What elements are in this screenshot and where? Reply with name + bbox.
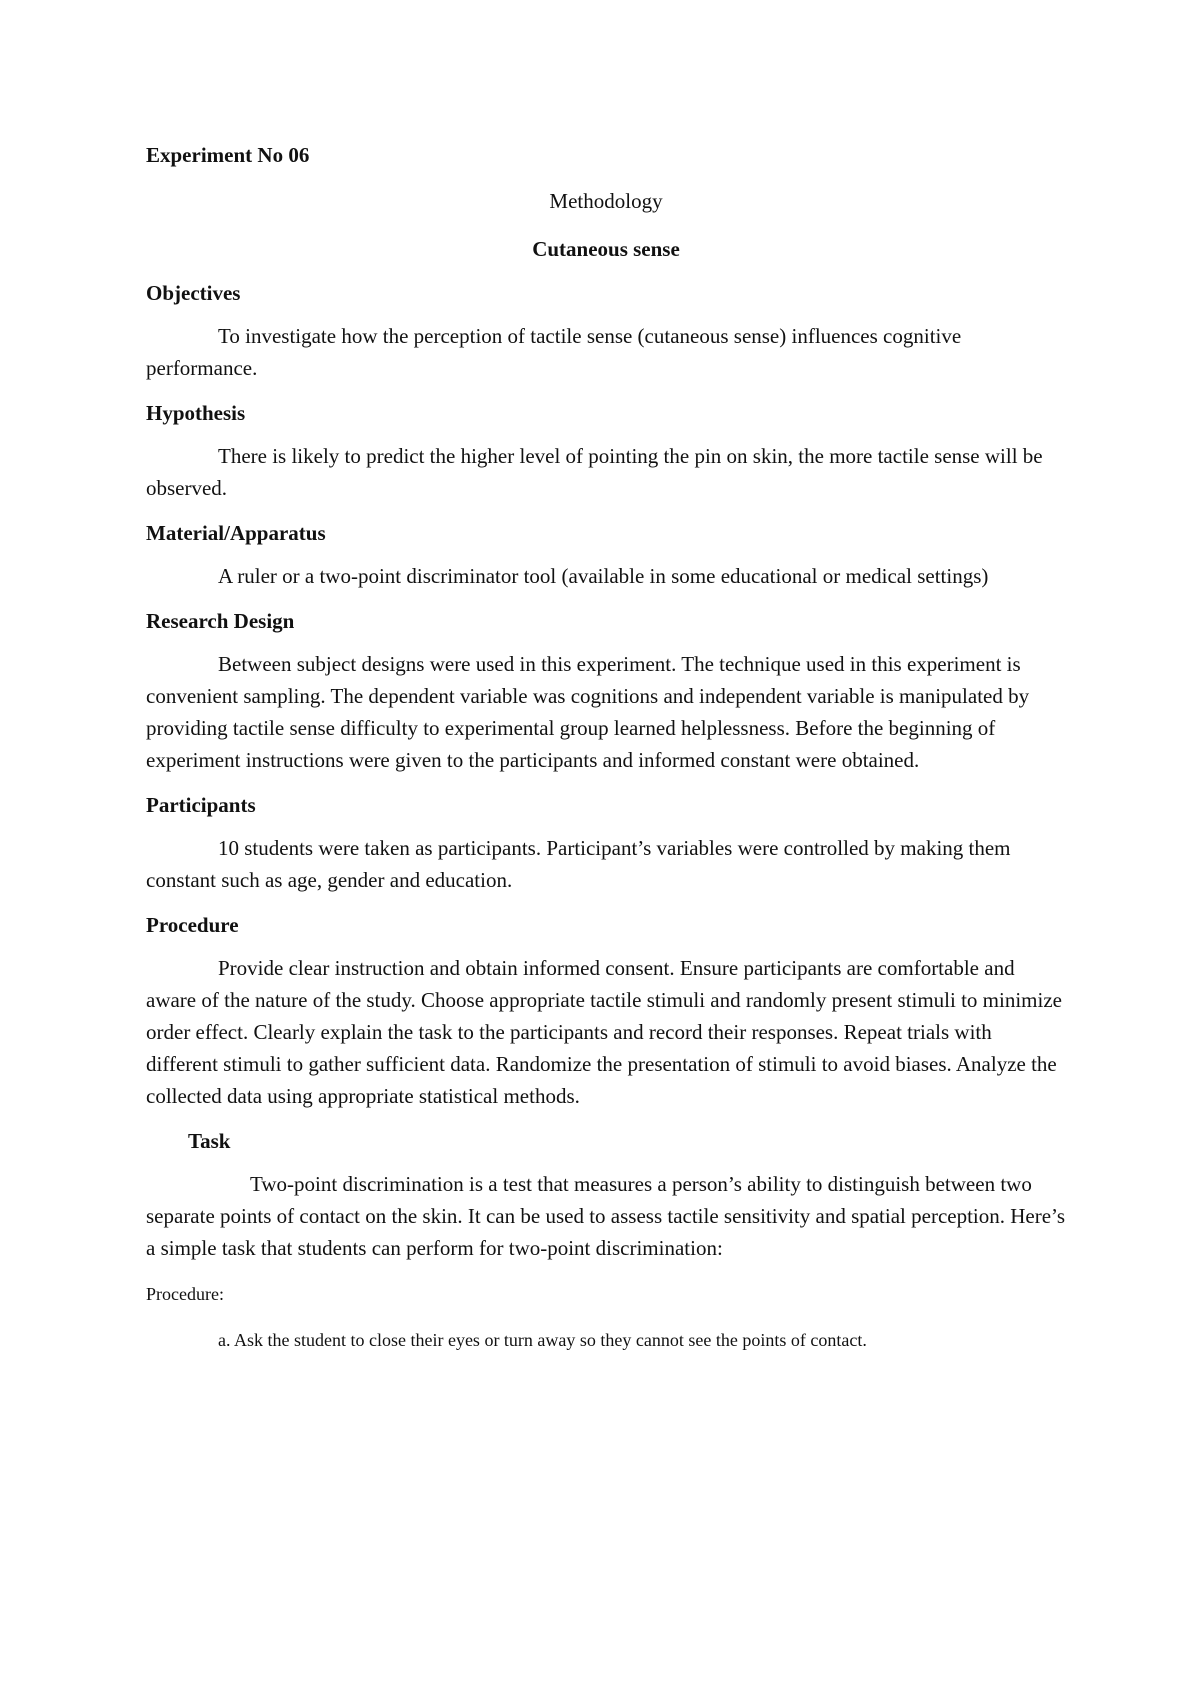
section-heading: Objectives bbox=[146, 281, 241, 305]
section-paragraph: There is likely to predict the higher level of pointing the pin on skin, the more tactile sense will be observed. bbox=[146, 444, 1043, 500]
section-heading: Procedure bbox=[146, 913, 239, 937]
section-paragraph: 10 students were taken as participants. Participant’s variables were controlled by making them constant such as age, gender and education. bbox=[146, 836, 1011, 892]
section-paragraph: To investigate how the perception of tactile sense (cutaneous sense) influences cognitive performance. bbox=[146, 324, 962, 380]
topic-title: Cutaneous sense bbox=[532, 237, 680, 261]
section-task bbox=[146, 1126, 1066, 1354]
experiment-title: Experiment No 06 bbox=[146, 143, 310, 167]
section-research-design bbox=[146, 606, 1066, 776]
section-paragraph: Provide clear instruction and obtain informed consent. Ensure participants are comfortable and aware of the nature of the study. Choose appropriate tactile stimuli and randomly present stimuli to minimize order effect. Clearly explain the task to the participants and record their responses. Repeat trials with different stimuli to gather sufficient data. Randomize the presentation of stimuli to avoid biases. Analyze the collected data using appropriate statistical methods. bbox=[146, 956, 1062, 1108]
section-hypothesis bbox=[146, 398, 1066, 504]
section-paragraph: Between subject designs were used in this experiment. The technique used in this experiment is convenient sampling. The dependent variable was cognitions and independent variable is manipulated by providing tactile sense difficulty to experimental group learned helplessness. Before the beginning of experiment instructions were given to the participants and informed constant were obtained. bbox=[146, 652, 1030, 772]
section-objectives bbox=[146, 278, 1066, 384]
section-procedure bbox=[146, 910, 1066, 1112]
section-heading: Material/Apparatus bbox=[146, 521, 326, 545]
section-participants bbox=[146, 790, 1066, 896]
task-heading: Task bbox=[188, 1129, 231, 1153]
section-title: Methodology bbox=[549, 189, 663, 213]
document-content bbox=[146, 140, 1066, 1354]
section-heading: Research Design bbox=[146, 609, 295, 633]
section-heading: Participants bbox=[146, 793, 256, 817]
procedure-label: Procedure: bbox=[146, 1284, 224, 1304]
section-heading: Hypothesis bbox=[146, 401, 246, 425]
procedure-step-a: a. Ask the student to close their eyes or turn away so they cannot see the points of contact. bbox=[218, 1330, 867, 1350]
section-material-apparatus bbox=[146, 518, 1066, 592]
section-paragraph: A ruler or a two-point discriminator tool (available in some educational or medical settings) bbox=[218, 564, 989, 588]
task-paragraph: Two-point discrimination is a test that measures a person’s ability to distinguish between two separate points of contact on the skin. It can be used to assess tactile sensitivity and spatial perception. Here’s a simple task that students can perform for two-point discrimination: bbox=[146, 1172, 1066, 1260]
